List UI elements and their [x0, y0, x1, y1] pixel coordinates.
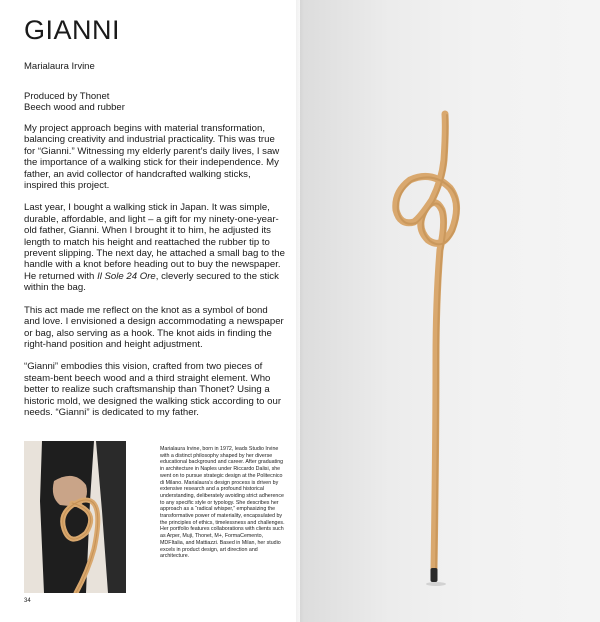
- author-name: Marialaura Irvine: [24, 61, 95, 72]
- page-gutter: [296, 0, 304, 622]
- body-text: [24, 123, 286, 429]
- paragraph-1: My project approach begins with material transformation, balancing creativity and industrial practicality. This was true for “Gianni.” Witnessing my elderly parent’s daily lives, I saw the importance of a walking stick for their independence. My father, an avid collector of handcrafted walking sticks, inspired this project.: [24, 123, 280, 192]
- designer-bio: Marialaura Irvine, born in 1972, leads Studio Irvine with a distinct philosophy shaped by her diverse educational background and career. After graduating in architecture in Naples under Riccardo Dalisi, she went on to pursue strategic design at the Politecnico di Milano. Marialaura’s design process is driven by extensive research and a profound historical understanding, deliberately avoiding strict adherence to any specific style or typology. She describes her approach as a “radical whisper,” emphasizing the transformative power of materiality, encapsulated by the principles of ethics, timelessness and challenges. Her portfolio features collaborations with clients such as Arper, Muji, Thonet, M+, FormaCemento, MDFItalia, and Mattiazzi. Based in Milan, her studio excels in product design, art direction and architecture.: [160, 446, 285, 560]
- stick-shadow: [426, 582, 446, 586]
- paragraph-3: This act made me reflect on the knot as a symbol of bond and love. I envisioned a design accommodating a newspaper or bag, also serving as a hook. The knot aids in finding the right-hand position and height adjustment.: [24, 304, 284, 350]
- credits-block: [24, 91, 125, 113]
- materials-line: Beech wood and rubber: [24, 102, 125, 113]
- paragraph-2: [24, 202, 286, 293]
- producer-line: Produced by Thonet: [24, 91, 110, 102]
- rubber-tip: [431, 568, 438, 582]
- paragraph-2-start: Last year, I bought a walking stick in Japan. It was simple, durable, affordable, and light – a gift for my ninety-one-year-old father, Gianni. When I brought it to him, he adjusted its length to match his height and reattached the rubber tip to prevent slipping. The next day, he attached a small bag to the handle with a knot before heading out to buy the newspaper. He returned with: [24, 202, 285, 282]
- hand-holding-stick-illustration: [24, 441, 126, 593]
- newspaper-title: Il Sole 24 Ore: [97, 270, 156, 282]
- paragraph-2-end: , cleverly secured to the stick within the bag.: [24, 270, 279, 294]
- page-title: GIANNI: [24, 15, 121, 45]
- walking-stick: [396, 114, 459, 571]
- designer-hand-photo: [24, 441, 126, 593]
- page-number: 34: [24, 598, 31, 604]
- paragraph-4: “Gianni” embodies this vision, crafted from two pieces of steam-bent beech wood and a third straight element. Who better to realize such craftsmanship than Thonet? Using a historic mold, we designed the walking stick according to our needs. “Gianni” is dedicated to my father.: [24, 361, 282, 418]
- walking-stick-photo: [380, 100, 480, 590]
